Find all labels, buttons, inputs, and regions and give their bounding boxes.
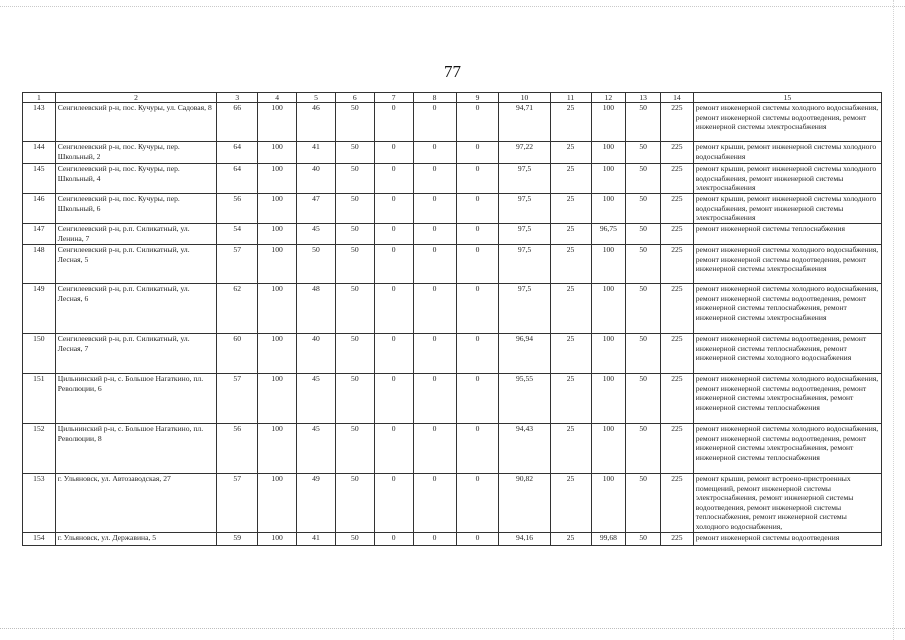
value-cell: 0 bbox=[456, 424, 499, 474]
column-index: 13 bbox=[626, 93, 661, 103]
value-cell: 225 bbox=[661, 224, 694, 245]
value-cell: 25 bbox=[550, 424, 591, 474]
column-index: 7 bbox=[374, 93, 413, 103]
works-cell: ремонт инженерной системы водоотведения, ремонт инженерной системы теплоснабжения, ремонт инженерной системы холодного водоснабжения bbox=[693, 334, 881, 374]
address-cell: Сенгилеевский р-н, пос. Кучуры, пер. Школьный, 6 bbox=[55, 194, 217, 224]
value-cell: 25 bbox=[550, 194, 591, 224]
table-row bbox=[23, 474, 882, 533]
value-cell: 66 bbox=[217, 103, 258, 142]
table-row bbox=[23, 533, 882, 546]
value-cell: 100 bbox=[258, 334, 297, 374]
value-cell: 57 bbox=[217, 374, 258, 424]
address-cell: г. Ульяновск, ул. Державина, 5 bbox=[55, 533, 217, 546]
row-number: 153 bbox=[23, 474, 56, 533]
value-cell: 59 bbox=[217, 533, 258, 546]
value-cell: 50 bbox=[626, 474, 661, 533]
value-cell: 50 bbox=[626, 224, 661, 245]
value-cell: 25 bbox=[550, 142, 591, 164]
value-cell: 0 bbox=[456, 474, 499, 533]
value-cell: 0 bbox=[374, 164, 413, 194]
column-index: 11 bbox=[550, 93, 591, 103]
scan-edge-bottom bbox=[0, 628, 905, 630]
value-cell: 0 bbox=[456, 164, 499, 194]
value-cell: 45 bbox=[297, 374, 336, 424]
works-cell: ремонт крыши, ремонт инженерной системы холодного водоснабжения bbox=[693, 142, 881, 164]
table-row bbox=[23, 142, 882, 164]
works-cell: ремонт инженерной системы холодного водоснабжения, ремонт инженерной системы водоотведения, ремонт инженерной системы электроснабжения bbox=[693, 103, 881, 142]
row-number: 150 bbox=[23, 334, 56, 374]
value-cell: 0 bbox=[456, 374, 499, 424]
value-cell: 100 bbox=[258, 142, 297, 164]
value-cell: 0 bbox=[374, 245, 413, 284]
works-cell: ремонт инженерной системы холодного водоснабжения, ремонт инженерной системы водоотведения, ремонт инженерной системы электроснабжения, ремонт инженерной системы теплоснабжения bbox=[693, 374, 881, 424]
scan-edge-right bbox=[893, 0, 894, 640]
value-cell: 0 bbox=[413, 194, 456, 224]
table-row bbox=[23, 245, 882, 284]
value-cell: 97,5 bbox=[499, 284, 550, 334]
row-number: 143 bbox=[23, 103, 56, 142]
value-cell: 0 bbox=[413, 142, 456, 164]
value-cell: 50 bbox=[626, 164, 661, 194]
value-cell: 25 bbox=[550, 164, 591, 194]
value-cell: 40 bbox=[297, 334, 336, 374]
value-cell: 50 bbox=[626, 245, 661, 284]
value-cell: 0 bbox=[413, 284, 456, 334]
value-cell: 50 bbox=[335, 142, 374, 164]
column-index: 5 bbox=[297, 93, 336, 103]
value-cell: 225 bbox=[661, 245, 694, 284]
value-cell: 100 bbox=[258, 245, 297, 284]
column-index: 15 bbox=[693, 93, 881, 103]
value-cell: 0 bbox=[456, 245, 499, 284]
column-index: 4 bbox=[258, 93, 297, 103]
value-cell: 100 bbox=[258, 424, 297, 474]
value-cell: 45 bbox=[297, 424, 336, 474]
value-cell: 97,5 bbox=[499, 245, 550, 284]
value-cell: 50 bbox=[335, 424, 374, 474]
column-index: 9 bbox=[456, 93, 499, 103]
value-cell: 94,16 bbox=[499, 533, 550, 546]
value-cell: 64 bbox=[217, 142, 258, 164]
works-cell: ремонт инженерной системы холодного водоснабжения, ремонт инженерной системы водоотведения, ремонт инженерной системы теплоснабжения, ремонт инженерной системы электроснабжения bbox=[693, 284, 881, 334]
address-cell: Сенгилеевский р-н, пос. Кучуры, пер. Школьный, 4 bbox=[55, 164, 217, 194]
value-cell: 50 bbox=[626, 533, 661, 546]
value-cell: 50 bbox=[335, 164, 374, 194]
value-cell: 97,22 bbox=[499, 142, 550, 164]
value-cell: 100 bbox=[258, 284, 297, 334]
value-cell: 100 bbox=[258, 224, 297, 245]
value-cell: 100 bbox=[591, 103, 626, 142]
column-index: 12 bbox=[591, 93, 626, 103]
value-cell: 57 bbox=[217, 474, 258, 533]
value-cell: 25 bbox=[550, 474, 591, 533]
column-index: 8 bbox=[413, 93, 456, 103]
value-cell: 0 bbox=[456, 142, 499, 164]
address-cell: Сенгилеевский р-н, р.п. Силикатный, ул. Лесная, 5 bbox=[55, 245, 217, 284]
value-cell: 225 bbox=[661, 533, 694, 546]
row-number: 146 bbox=[23, 194, 56, 224]
value-cell: 225 bbox=[661, 164, 694, 194]
column-index-row bbox=[23, 93, 882, 103]
value-cell: 57 bbox=[217, 245, 258, 284]
value-cell: 64 bbox=[217, 164, 258, 194]
value-cell: 100 bbox=[258, 533, 297, 546]
row-number: 154 bbox=[23, 533, 56, 546]
column-index: 14 bbox=[661, 93, 694, 103]
table-row bbox=[23, 374, 882, 424]
value-cell: 0 bbox=[413, 424, 456, 474]
value-cell: 25 bbox=[550, 334, 591, 374]
table-row bbox=[23, 424, 882, 474]
value-cell: 94,71 bbox=[499, 103, 550, 142]
address-cell: Сенгилеевский р-н, пос. Кучуры, пер. Школьный, 2 bbox=[55, 142, 217, 164]
value-cell: 0 bbox=[374, 334, 413, 374]
value-cell: 25 bbox=[550, 245, 591, 284]
table-row bbox=[23, 284, 882, 334]
value-cell: 225 bbox=[661, 142, 694, 164]
value-cell: 50 bbox=[626, 194, 661, 224]
value-cell: 50 bbox=[626, 334, 661, 374]
value-cell: 49 bbox=[297, 474, 336, 533]
value-cell: 90,82 bbox=[499, 474, 550, 533]
address-cell: г. Ульяновск, ул. Автозаводская, 27 bbox=[55, 474, 217, 533]
value-cell: 100 bbox=[591, 164, 626, 194]
value-cell: 0 bbox=[413, 224, 456, 245]
value-cell: 60 bbox=[217, 334, 258, 374]
value-cell: 0 bbox=[413, 164, 456, 194]
value-cell: 100 bbox=[591, 284, 626, 334]
value-cell: 47 bbox=[297, 194, 336, 224]
value-cell: 56 bbox=[217, 194, 258, 224]
value-cell: 0 bbox=[413, 103, 456, 142]
works-cell: ремонт крыши, ремонт инженерной системы холодного водоснабжения, ремонт инженерной системы электроснабжения bbox=[693, 164, 881, 194]
table-row bbox=[23, 194, 882, 224]
value-cell: 0 bbox=[456, 334, 499, 374]
value-cell: 50 bbox=[335, 474, 374, 533]
value-cell: 225 bbox=[661, 424, 694, 474]
value-cell: 25 bbox=[550, 374, 591, 424]
value-cell: 0 bbox=[374, 424, 413, 474]
value-cell: 95,55 bbox=[499, 374, 550, 424]
value-cell: 50 bbox=[335, 245, 374, 284]
value-cell: 0 bbox=[413, 533, 456, 546]
value-cell: 0 bbox=[374, 103, 413, 142]
column-index: 1 bbox=[23, 93, 56, 103]
value-cell: 0 bbox=[413, 474, 456, 533]
table-row bbox=[23, 164, 882, 194]
housing-repair-table bbox=[22, 92, 882, 546]
value-cell: 48 bbox=[297, 284, 336, 334]
value-cell: 50 bbox=[335, 194, 374, 224]
table-row bbox=[23, 334, 882, 374]
value-cell: 0 bbox=[413, 374, 456, 424]
value-cell: 96,75 bbox=[591, 224, 626, 245]
value-cell: 50 bbox=[335, 374, 374, 424]
value-cell: 0 bbox=[456, 284, 499, 334]
table-row bbox=[23, 103, 882, 142]
value-cell: 0 bbox=[374, 474, 413, 533]
column-index: 2 bbox=[55, 93, 217, 103]
row-number: 152 bbox=[23, 424, 56, 474]
value-cell: 94,43 bbox=[499, 424, 550, 474]
row-number: 147 bbox=[23, 224, 56, 245]
works-cell: ремонт инженерной системы холодного водоснабжения, ремонт инженерной системы водоотведения, ремонт инженерной системы электроснабжения bbox=[693, 245, 881, 284]
value-cell: 0 bbox=[413, 334, 456, 374]
column-index: 3 bbox=[217, 93, 258, 103]
value-cell: 97,5 bbox=[499, 224, 550, 245]
value-cell: 50 bbox=[335, 533, 374, 546]
scan-edge-top bbox=[0, 6, 905, 8]
value-cell: 50 bbox=[626, 103, 661, 142]
value-cell: 100 bbox=[258, 103, 297, 142]
value-cell: 0 bbox=[374, 194, 413, 224]
value-cell: 0 bbox=[374, 374, 413, 424]
value-cell: 0 bbox=[374, 533, 413, 546]
value-cell: 225 bbox=[661, 103, 694, 142]
value-cell: 41 bbox=[297, 533, 336, 546]
value-cell: 225 bbox=[661, 474, 694, 533]
works-cell: ремонт инженерной системы водоотведения bbox=[693, 533, 881, 546]
value-cell: 100 bbox=[591, 334, 626, 374]
column-index: 6 bbox=[335, 93, 374, 103]
value-cell: 0 bbox=[413, 245, 456, 284]
value-cell: 0 bbox=[374, 142, 413, 164]
value-cell: 50 bbox=[335, 224, 374, 245]
value-cell: 25 bbox=[550, 533, 591, 546]
value-cell: 100 bbox=[258, 374, 297, 424]
value-cell: 100 bbox=[591, 142, 626, 164]
value-cell: 50 bbox=[626, 374, 661, 424]
value-cell: 0 bbox=[456, 103, 499, 142]
address-cell: Сенгилеевский р-н, р.п. Силикатный, ул. Лесная, 6 bbox=[55, 284, 217, 334]
value-cell: 0 bbox=[456, 533, 499, 546]
row-number: 144 bbox=[23, 142, 56, 164]
value-cell: 99,68 bbox=[591, 533, 626, 546]
works-cell: ремонт крыши, ремонт встроено-пристроенных помещений, ремонт инженерной системы электроснабжения, ремонт инженерной системы водоотведения, ремонт инженерной системы теплоснабжения, ремонт инженерной системы холодного водоснабжения, bbox=[693, 474, 881, 533]
value-cell: 25 bbox=[550, 224, 591, 245]
value-cell: 0 bbox=[374, 224, 413, 245]
value-cell: 50 bbox=[335, 334, 374, 374]
address-cell: Цильнинский р-н, с. Большое Нагаткино, пл. Революции, 8 bbox=[55, 424, 217, 474]
works-cell: ремонт крыши, ремонт инженерной системы холодного водоснабжения, ремонт инженерной системы электроснабжения bbox=[693, 194, 881, 224]
value-cell: 56 bbox=[217, 424, 258, 474]
value-cell: 54 bbox=[217, 224, 258, 245]
value-cell: 50 bbox=[626, 142, 661, 164]
address-cell: Сенгилеевский р-н, р.п. Силикатный, ул. Лесная, 7 bbox=[55, 334, 217, 374]
address-cell: Сенгилеевский р-н, пос. Кучуры, ул. Садовая, 8 bbox=[55, 103, 217, 142]
value-cell: 100 bbox=[258, 474, 297, 533]
value-cell: 25 bbox=[550, 103, 591, 142]
column-index: 10 bbox=[499, 93, 550, 103]
value-cell: 225 bbox=[661, 194, 694, 224]
value-cell: 97,5 bbox=[499, 194, 550, 224]
row-number: 145 bbox=[23, 164, 56, 194]
value-cell: 100 bbox=[258, 194, 297, 224]
works-cell: ремонт инженерной системы холодного водоснабжения, ремонт инженерной системы водоотведения, ремонт инженерной системы электроснабжения, ремонт инженерной системы теплоснабжения bbox=[693, 424, 881, 474]
value-cell: 225 bbox=[661, 334, 694, 374]
value-cell: 100 bbox=[591, 245, 626, 284]
value-cell: 225 bbox=[661, 284, 694, 334]
value-cell: 100 bbox=[591, 474, 626, 533]
works-cell: ремонт инженерной системы теплоснабжения bbox=[693, 224, 881, 245]
value-cell: 46 bbox=[297, 103, 336, 142]
row-number: 151 bbox=[23, 374, 56, 424]
value-cell: 41 bbox=[297, 142, 336, 164]
address-cell: Сенгилеевский р-н, р.п. Силикатный, ул. Ленина, 7 bbox=[55, 224, 217, 245]
value-cell: 50 bbox=[626, 424, 661, 474]
row-number: 148 bbox=[23, 245, 56, 284]
address-cell: Цильнинский р-н, с. Большое Нагаткино, пл. Революции, 6 bbox=[55, 374, 217, 424]
value-cell: 100 bbox=[591, 194, 626, 224]
value-cell: 40 bbox=[297, 164, 336, 194]
value-cell: 100 bbox=[258, 164, 297, 194]
value-cell: 50 bbox=[335, 103, 374, 142]
table-row bbox=[23, 224, 882, 245]
value-cell: 100 bbox=[591, 374, 626, 424]
value-cell: 50 bbox=[626, 284, 661, 334]
value-cell: 0 bbox=[456, 194, 499, 224]
value-cell: 96,94 bbox=[499, 334, 550, 374]
row-number: 149 bbox=[23, 284, 56, 334]
value-cell: 45 bbox=[297, 224, 336, 245]
page-number: 77 bbox=[444, 62, 461, 81]
value-cell: 50 bbox=[335, 284, 374, 334]
value-cell: 25 bbox=[550, 284, 591, 334]
value-cell: 0 bbox=[374, 284, 413, 334]
value-cell: 62 bbox=[217, 284, 258, 334]
value-cell: 100 bbox=[591, 424, 626, 474]
value-cell: 97,5 bbox=[499, 164, 550, 194]
value-cell: 50 bbox=[297, 245, 336, 284]
value-cell: 225 bbox=[661, 374, 694, 424]
value-cell: 0 bbox=[456, 224, 499, 245]
